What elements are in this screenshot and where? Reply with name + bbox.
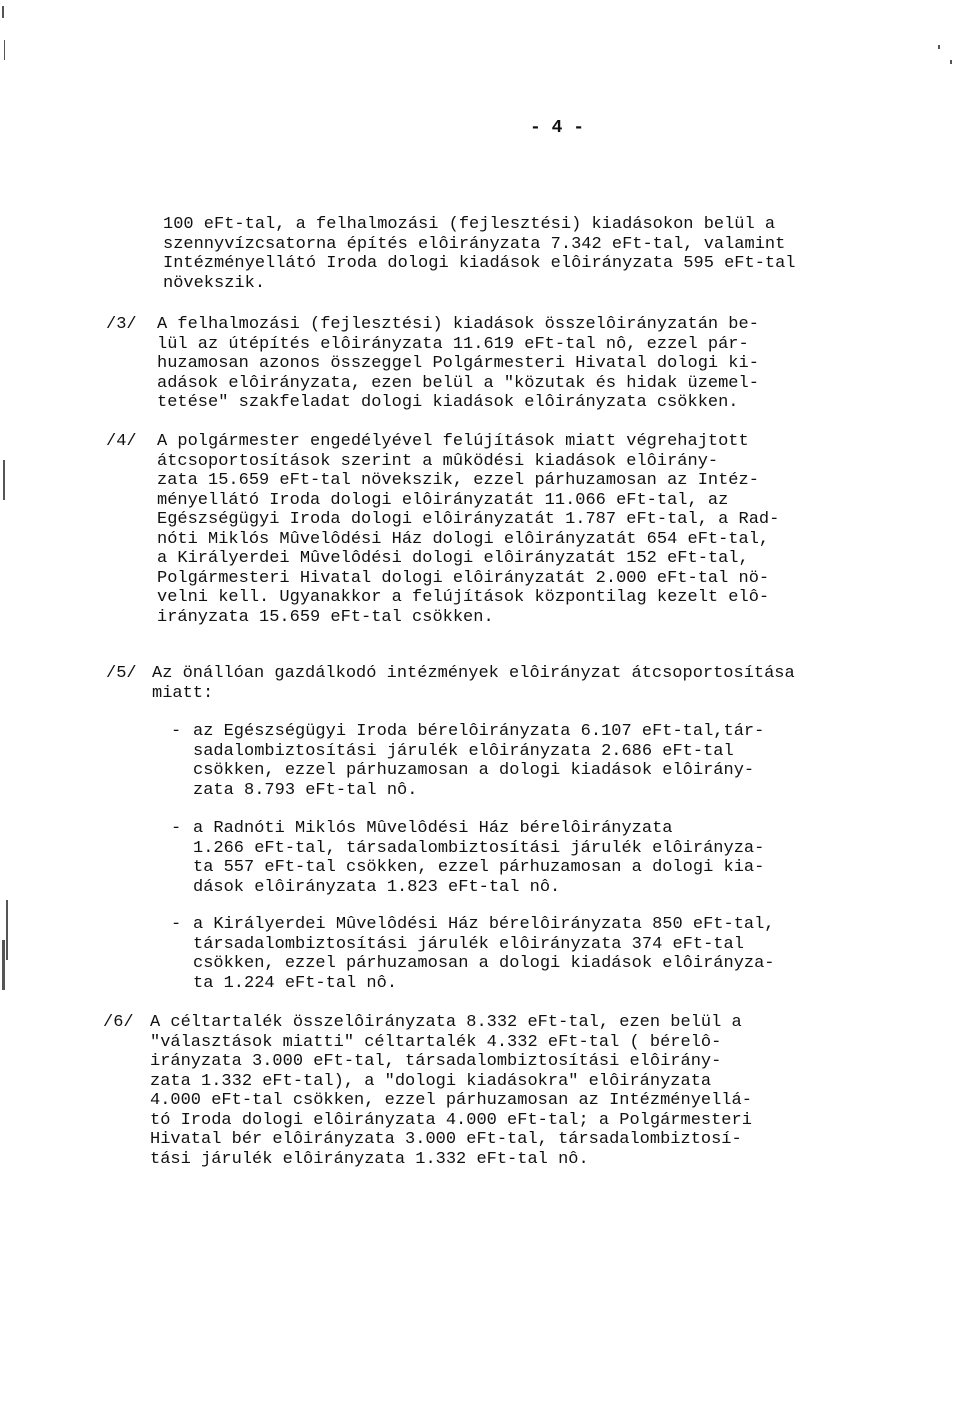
section-6-line: A céltartalék összelôirányzata 8.332 eFt-tal, ezen belül a: [150, 1013, 742, 1032]
intro-line: Intézményellátó Iroda dologi kiadások elôirányzata 595 eFt-tal: [163, 254, 796, 273]
bullet-dash: -: [171, 819, 182, 838]
bullet-2-line: a Radnóti Miklós Mûvelôdési Ház bérelôirányzata: [193, 819, 673, 838]
section-6-line: zata 1.332 eFt-tal), a "dologi kiadásokra" elôirányzata: [150, 1071, 712, 1091]
bullet-2-line: ta 557 eFt-tal csökken, ezzel párhuzamosan a dologi kia-: [193, 858, 765, 877]
section-5-paragraph: [152, 664, 795, 703]
section-6-line: Hivatal bér elôirányzata 3.000 eFt-tal, társadalombiztosí-: [150, 1130, 742, 1149]
section-4-line: zata 15.659 eFt-tal növekszik, ezzel párhuzamosan az Intéz-: [157, 471, 759, 490]
section-6-paragraph: [150, 1013, 752, 1169]
bullet-1-line: csökken, ezzel párhuzamosan a dologi kiadások elôirány-: [193, 761, 755, 780]
bullet-2-line: 1.266 eFt-tal, társadalombiztosítási járulék elôirányza-: [193, 838, 765, 858]
section-6-line: irányzata 3.000 eFt-tal, társadalombiztosítási elôirány-: [150, 1052, 722, 1071]
bullet-1-line: sadalombiztosítási járulék elôirányzata 2.686 eFt-tal: [193, 741, 734, 761]
scan-artifact: [2, 940, 5, 990]
bullet-2-paragraph: [193, 819, 764, 897]
section-4-label: /4/: [106, 432, 137, 451]
page-number: - 4 -: [530, 118, 585, 138]
bullet-3-line: ta 1.224 eFt-tal nô.: [193, 973, 398, 993]
section-5-line: Az önállóan gazdálkodó intézmények elôirányzat átcsoportosítása: [152, 664, 795, 683]
section-3-paragraph: [157, 315, 759, 413]
intro-line: 100 eFt-tal, a felhalmozási (fejlesztési) kiadásokon belül a: [163, 215, 776, 234]
section-4-line: velni kell. Ugyanakkor a felújítások központilag kezelt elô-: [157, 588, 770, 607]
section-3-line: lül az útépítés elôirányzata 11.619 eFt-tal nô, ezzel pár-: [157, 334, 749, 354]
section-3-line: huzamosan azonos összeggel Polgármesteri Hivatal dologi ki-: [157, 354, 759, 373]
section-4-line: A polgármester engedélyével felújítások miatt végrehajtott: [157, 432, 749, 451]
bullet-dash: -: [171, 722, 182, 741]
bullet-3-line: a Királyerdei Mûvelôdési Ház bérelôirányzata 850 eFt-tal,: [193, 915, 775, 934]
bullet-3-paragraph: [193, 915, 775, 993]
scan-artifact: [950, 60, 952, 64]
scan-artifact: [3, 460, 5, 500]
scan-artifact: [2, 6, 4, 18]
section-6-line: tási járulék elôirányzata 1.332 eFt-tal nô.: [150, 1149, 589, 1169]
bullet-3-line: társadalombiztosítási járulék elôirányzata 374 eFt-tal: [193, 934, 744, 954]
section-6-line: "választások miatti" céltartalék 4.332 eFt-tal ( bérelô-: [150, 1032, 722, 1052]
section-4-paragraph: [157, 432, 779, 627]
scan-artifact: [6, 900, 8, 960]
section-4-line: nóti Miklós Mûvelôdési Ház dologi elôirányzatát 654 eFt-tal,: [157, 529, 770, 549]
scan-artifact: [938, 45, 940, 49]
section-5-line: miatt:: [152, 683, 214, 703]
section-3-line: adások elôirányzata, ezen belül a "közutak és hidak üzemel-: [157, 373, 759, 393]
bullet-dash: -: [171, 915, 182, 934]
bullet-1-paragraph: [193, 722, 764, 800]
bullet-1-line: zata 8.793 eFt-tal nô.: [193, 780, 418, 800]
section-4-line: átcsoportosítások szerint a mûködési kiadások elôirány-: [157, 451, 719, 471]
bullet-3-line: csökken, ezzel párhuzamosan a dologi kiadások elôirányza-: [193, 954, 775, 973]
section-4-line: ményellátó Iroda dologi elôirányzatát 11.066 eFt-tal, az: [157, 490, 729, 510]
section-6-line: tó Iroda dologi elôirányzata 4.000 eFt-tal; a Polgármesteri: [150, 1110, 752, 1130]
section-4-line: irányzata 15.659 eFt-tal csökken.: [157, 607, 494, 627]
section-3-line: tetése" szakfeladat dologi kiadások elôirányzata csökken.: [157, 393, 739, 412]
intro-paragraph: [163, 215, 796, 293]
section-4-line: Polgármesteri Hivatal dologi elôirányzatát 2.000 eFt-tal nö-: [157, 568, 770, 588]
section-4-line: Egészségügyi Iroda dologi elôirányzatát 1.787 eFt-tal, a Rad-: [157, 510, 780, 529]
section-4-line: a Királyerdei Mûvelôdési dologi elôirányzatát 152 eFt-tal,: [157, 549, 749, 568]
section-6-line: 4.000 eFt-tal csökken, ezzel párhuzamosan az Intézményellá-: [150, 1091, 752, 1110]
section-6-label: /6/: [103, 1013, 134, 1032]
section-3-label: /3/: [106, 315, 137, 334]
intro-line: növekszik.: [163, 273, 266, 293]
section-5-label: /5/: [106, 664, 137, 683]
bullet-1-line: az Egészségügyi Iroda bérelôirányzata 6.107 eFt-tal,tár-: [193, 722, 765, 741]
section-3-line: A felhalmozási (fejlesztési) kiadások összelôirányzatán be-: [157, 315, 759, 334]
bullet-2-line: dások elôirányzata 1.823 eFt-tal nô.: [193, 877, 561, 897]
intro-line: szennyvízcsatorna építés elôirányzata 7.342 eFt-tal, valamint: [163, 234, 786, 254]
scan-artifact: [4, 40, 5, 60]
